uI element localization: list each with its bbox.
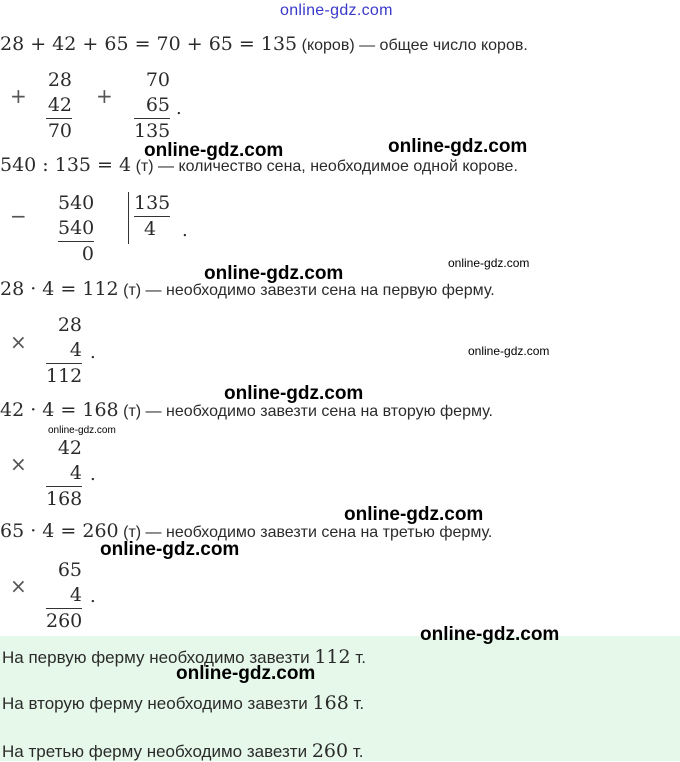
watermark: online-gdz.com [344,504,484,525]
step1-add1-b: 42 [46,93,72,119]
step4-mul-operator: × [10,452,27,476]
step2-div-operator: − [10,204,27,228]
step4-mul-a: 42 [57,437,82,459]
step1-add1-column [46,68,72,144]
step3-expression: 28 · 4 = 112 [0,278,119,300]
answer-line-2-value: 168 [312,692,349,714]
answer-line-2-text: На вторую ферму необходимо завезти [2,694,308,713]
step5-description: — необходимо завезти сена на третью ферму. [145,524,493,541]
answer-line-1-text: На первую ферму необходимо завезти [2,648,310,667]
watermark: online-gdz.com [224,383,364,404]
step3-description: — необходимо завезти сена на первую ферму. [145,282,495,299]
step3-mul-a: 28 [57,314,82,336]
step1-line [0,33,528,57]
watermark: online-gdz.com [448,256,530,270]
answer-line-2 [2,692,364,714]
answer-line-3-unit: т. [352,742,364,761]
step5-mul-result: 260 [46,610,83,632]
step4-mul-column [46,436,82,512]
step1-expression: 28 + 42 + 65 = 70 + 65 = 135 [0,33,298,55]
step2-div-right-column [134,191,170,242]
watermark: online-gdz.com [420,624,560,645]
step3-mul-result: 112 [46,365,83,387]
step3-line [0,278,495,302]
step1-add1-result: 70 [47,120,72,142]
step4-mul-b: 4 [46,461,82,487]
step3-mul-column [46,313,82,389]
step3-mul-b: 4 [46,338,82,364]
step3-unit: (т) [123,282,142,299]
answer-line-1-unit: т. [355,648,366,667]
step5-mul-operator: × [10,574,27,598]
answer-line-2-unit: т. [353,694,365,713]
step5-end-dot: . [90,586,96,607]
step5-mul-a: 65 [57,559,82,581]
step1-add2-result: 135 [134,120,171,142]
step2-remainder: 0 [81,243,94,265]
step3-end-dot: . [90,342,96,363]
watermark: online-gdz.com [100,539,240,560]
step1-add2-a: 70 [145,69,170,91]
step2-expression: 540 : 135 = 4 [0,154,132,176]
step2-division-bar [128,192,129,244]
step1-add2-b: 65 [134,93,170,119]
step4-description: — необходимо завезти сена на вторую ферму. [145,403,493,420]
step5-expression: 65 · 4 = 260 [0,520,119,542]
watermark: online-gdz.com [388,136,528,157]
watermark: online-gdz.com [48,425,116,436]
step4-line [0,399,493,423]
step1-add2-column [134,68,170,144]
step1-add1-operator: + [10,84,27,108]
answer-line-3 [2,740,363,762]
step1-description: — общее число коров. [359,37,528,54]
step1-add1-a: 28 [47,69,72,91]
step4-unit: (т) [123,403,142,420]
step1-unit: (коров) [301,37,355,54]
step4-end-dot: . [90,464,96,485]
step2-div-left-column [58,191,94,267]
answer-block [0,636,680,761]
step5-line [0,520,492,544]
step4-expression: 42 · 4 = 168 [0,399,119,421]
answer-line-3-text: На третью ферму необходимо завезти [2,742,308,761]
answer-line-3-value: 260 [311,740,349,762]
step2-divisor: 135 [134,191,170,217]
watermark: online-gdz.com [468,344,550,358]
watermark: online-gdz.com [176,663,316,684]
watermark-top: online-gdz.com [280,2,393,19]
step5-mul-column [46,558,82,634]
step3-mul-operator: × [10,330,27,354]
step2-unit: (т) [135,158,154,175]
step1-add2-operator: + [96,84,113,108]
step2-line [0,154,518,178]
step2-end-dot: . [182,220,188,241]
step4-mul-result: 168 [46,488,83,510]
step2-subtrahend: 540 [58,216,94,242]
answer-line-1-value: 112 [314,646,351,668]
step5-mul-b: 4 [46,583,82,609]
step2-quotient: 4 [144,218,157,240]
step2-dividend: 540 [58,192,95,214]
step5-unit: (т) [123,524,142,541]
step2-description: — количество сена, необходимое одной корове. [158,158,518,175]
step1-end-dot: . [176,98,182,119]
watermark: online-gdz.com [204,263,344,284]
watermark: online-gdz.com [144,140,284,161]
